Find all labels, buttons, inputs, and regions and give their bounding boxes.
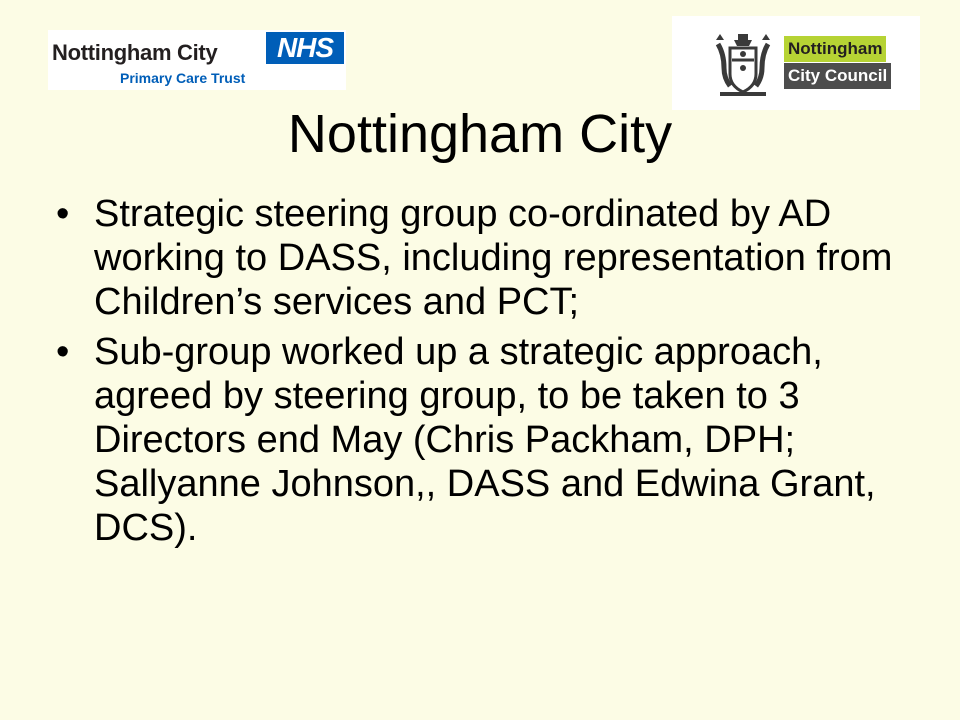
bullet-icon: • bbox=[56, 193, 70, 235]
bullet-item bbox=[56, 192, 916, 324]
bullet-text: Sub-group worked up a strategic approach, agreed by steering group, to be taken to 3 Directors end May (Chris Packham, DPH; Sallyanne Johnson,, DASS and Edwina Grant, DCS). bbox=[94, 331, 876, 549]
nhs-subtitle: Primary Care Trust bbox=[120, 70, 246, 86]
nhs-badge: NHS bbox=[266, 32, 344, 64]
council-name-line1: Nottingham bbox=[784, 36, 886, 62]
bullet-item bbox=[56, 330, 916, 550]
nhs-org-name: Nottingham City bbox=[52, 40, 218, 65]
nhs-logo bbox=[48, 30, 346, 90]
slide-title: Nottingham City bbox=[287, 104, 673, 164]
bullet-icon: • bbox=[56, 331, 70, 373]
bullet-text: Strategic steering group co-ordinated by AD working to DASS, including representation from Children’s services and PCT; bbox=[94, 193, 893, 323]
coat-of-arms-icon bbox=[710, 30, 776, 98]
council-name-line2: City Council bbox=[784, 63, 891, 89]
bullet-list bbox=[56, 192, 916, 556]
council-logo bbox=[672, 16, 920, 110]
